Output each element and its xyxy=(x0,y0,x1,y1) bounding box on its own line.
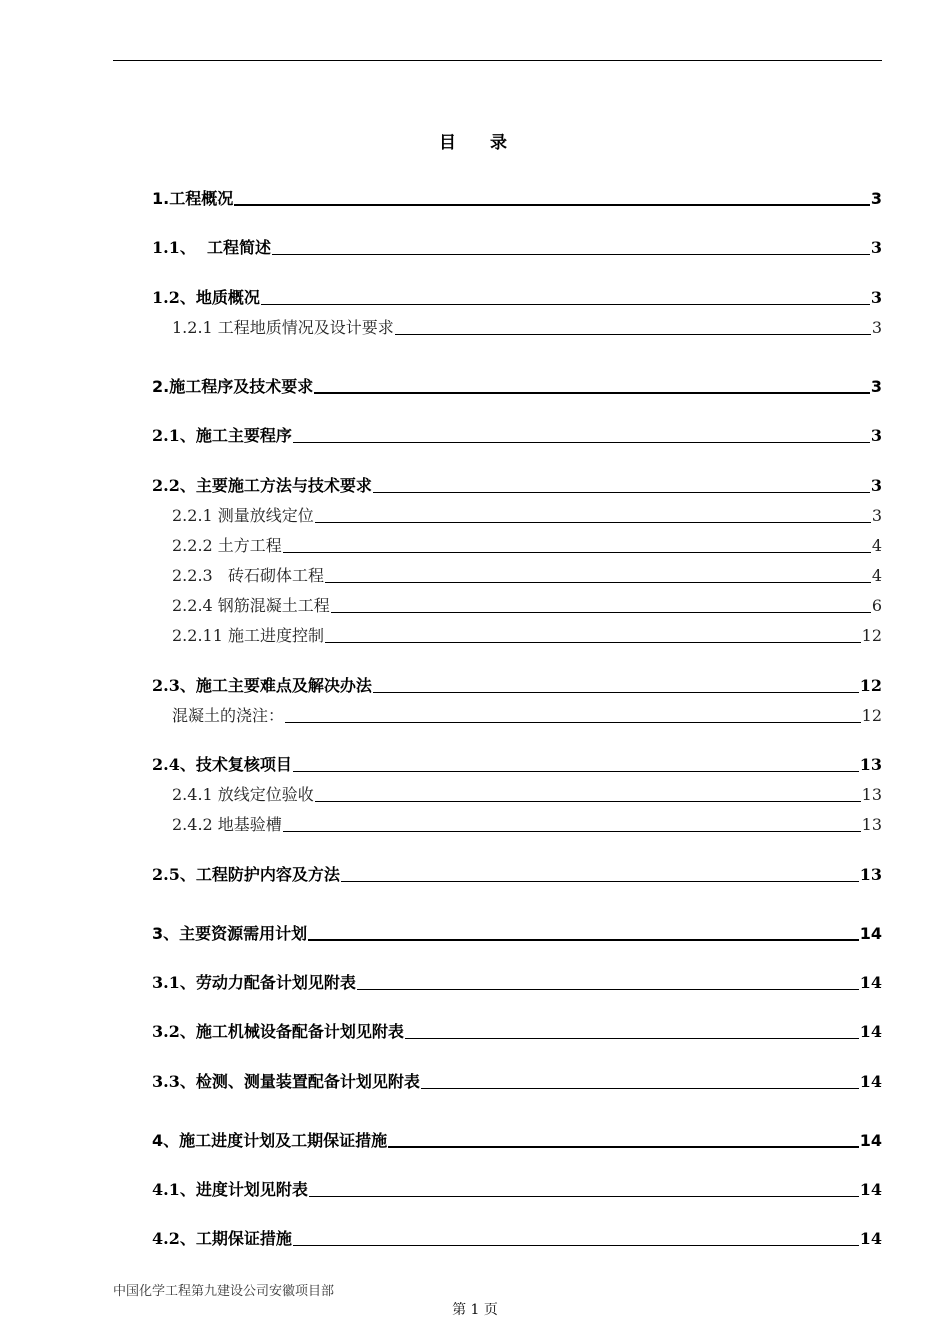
toc-entry-label: 2.4、技术复核项目 xyxy=(152,755,292,774)
toc-entry-page-number: 3 xyxy=(870,189,882,208)
toc-entry-label: 3.2、施工机械设备配备计划见附表 xyxy=(152,1022,404,1041)
toc-entry[interactable] xyxy=(172,318,882,338)
toc-entry[interactable] xyxy=(172,706,882,726)
toc-entry-page-number: 4 xyxy=(871,566,882,585)
toc-leader-line xyxy=(293,441,870,443)
toc-entry-page-number: 3 xyxy=(871,318,882,337)
toc-leader-line xyxy=(285,721,861,723)
toc-entry-label: 2.2.2 土方工程 xyxy=(172,536,282,555)
toc-entry-label: 混凝土的浇注： xyxy=(172,706,285,725)
toc-entry[interactable] xyxy=(152,1229,882,1249)
toc-entry-label: 1.1、 工程简述 xyxy=(152,238,271,257)
toc-entry-page-number: 14 xyxy=(859,973,882,992)
toc-entry-label: 2.4.1 放线定位验收 xyxy=(172,785,314,804)
toc-entry-page-number: 3 xyxy=(870,426,882,445)
toc-entry-page-number: 12 xyxy=(859,676,882,695)
toc-entry[interactable] xyxy=(152,476,882,496)
toc-entry-label: 2.2.4 钢筋混凝土工程 xyxy=(172,596,330,615)
toc-leader-line xyxy=(308,938,859,941)
toc-entry-label: 1.工程概况 xyxy=(152,189,234,208)
toc-leader-line xyxy=(373,491,870,493)
toc-entry[interactable] xyxy=(152,189,882,209)
toc-entry[interactable] xyxy=(172,506,882,526)
toc-entry-page-number: 3 xyxy=(871,506,882,525)
toc-entry-label: 2.施工程序及技术要求 xyxy=(152,377,314,396)
toc-entry[interactable] xyxy=(172,596,882,616)
toc-entry[interactable] xyxy=(172,566,882,586)
toc-entry-page-number: 14 xyxy=(859,1131,882,1150)
toc-entry-page-number: 3 xyxy=(870,377,882,396)
toc-entry[interactable] xyxy=(152,676,882,696)
toc-entry[interactable] xyxy=(152,426,882,446)
toc-entry[interactable] xyxy=(152,865,882,885)
toc-entry-label: 2.1、施工主要程序 xyxy=(152,426,292,445)
toc-entry[interactable] xyxy=(152,1022,882,1042)
toc-entry-page-number: 14 xyxy=(859,924,882,943)
toc-entry[interactable] xyxy=(152,1180,882,1200)
toc-leader-line xyxy=(315,800,861,802)
toc-entry-page-number: 6 xyxy=(871,596,882,615)
toc-leader-line xyxy=(314,391,870,394)
toc-entry[interactable] xyxy=(172,785,882,805)
footer-organization: 中国化学工程第九建设公司安徽项目部 xyxy=(113,1284,335,1299)
toc-entry-label: 3.3、检测、测量装置配备计划见附表 xyxy=(152,1072,420,1091)
toc-entry-page-number: 3 xyxy=(870,288,882,307)
toc-entry-label: 2.2.1 测量放线定位 xyxy=(172,506,314,525)
toc-entry-page-number: 14 xyxy=(859,1072,882,1091)
toc-leader-line xyxy=(388,1145,859,1148)
toc-entry-page-number: 12 xyxy=(861,706,882,725)
toc-title: 目 录 xyxy=(439,133,521,153)
toc-entry-page-number: 4 xyxy=(871,536,882,555)
toc-entry-label: 3.1、劳动力配备计划见附表 xyxy=(152,973,356,992)
toc-entry-label: 2.2、主要施工方法与技术要求 xyxy=(152,476,372,495)
toc-entry[interactable] xyxy=(152,973,882,993)
toc-leader-line xyxy=(357,988,859,990)
toc-leader-line xyxy=(283,830,861,832)
toc-leader-line xyxy=(315,521,871,523)
toc-entry[interactable] xyxy=(152,755,882,775)
toc-entry-page-number: 14 xyxy=(859,1229,882,1248)
toc-entry-page-number: 13 xyxy=(859,865,882,884)
toc-leader-line xyxy=(293,1244,859,1246)
toc-leader-line xyxy=(373,691,859,693)
toc-leader-line xyxy=(283,551,871,553)
toc-entry[interactable] xyxy=(172,626,882,646)
toc-entry-label: 2.2.11 施工进度控制 xyxy=(172,626,324,645)
toc-entry-label: 1.2、地质概况 xyxy=(152,288,260,307)
toc-entry-page-number: 12 xyxy=(861,626,882,645)
toc-entry[interactable] xyxy=(172,536,882,556)
toc-entry-label: 2.5、工程防护内容及方法 xyxy=(152,865,340,884)
toc-leader-line xyxy=(293,770,859,772)
toc-entry-label: 4.2、工期保证措施 xyxy=(152,1229,292,1248)
toc-entry-label: 2.2.3 砖石砌体工程 xyxy=(172,566,324,585)
footer-page-number: 第 1 页 xyxy=(452,1302,498,1318)
toc-leader-line xyxy=(309,1195,859,1197)
toc-entry-page-number: 13 xyxy=(861,785,882,804)
toc-entry-label: 2.3、施工主要难点及解决办法 xyxy=(152,676,372,695)
toc-entry[interactable] xyxy=(152,377,882,397)
toc-leader-line xyxy=(325,641,861,643)
toc-entry-label: 3、主要资源需用计划 xyxy=(152,924,308,943)
toc-entry[interactable] xyxy=(152,238,882,258)
toc-leader-line xyxy=(341,880,859,882)
toc-entry-label: 2.4.2 地基验槽 xyxy=(172,815,282,834)
toc-entry[interactable] xyxy=(152,1072,882,1092)
toc-entry-page-number: 3 xyxy=(870,238,882,257)
toc-leader-line xyxy=(331,611,871,613)
toc-entry[interactable] xyxy=(152,1131,882,1151)
toc-entry[interactable] xyxy=(152,924,882,944)
toc-leader-line xyxy=(234,203,870,206)
toc-leader-line xyxy=(272,253,870,255)
toc-entry[interactable] xyxy=(172,815,882,835)
toc-leader-line xyxy=(395,333,871,335)
toc-entry-label: 1.2.1 工程地质情况及设计要求 xyxy=(172,318,394,337)
toc-leader-line xyxy=(421,1087,859,1089)
toc-entry-page-number: 14 xyxy=(859,1180,882,1199)
toc-entry-page-number: 13 xyxy=(861,815,882,834)
toc-entry-label: 4.1、进度计划见附表 xyxy=(152,1180,308,1199)
toc-entry-page-number: 13 xyxy=(859,755,882,774)
toc-entry-page-number: 14 xyxy=(859,1022,882,1041)
toc-leader-line xyxy=(261,303,870,305)
toc-entry[interactable] xyxy=(152,288,882,308)
toc-leader-line xyxy=(405,1037,859,1039)
toc-entry-label: 4、施工进度计划及工期保证措施 xyxy=(152,1131,388,1150)
toc-leader-line xyxy=(325,581,871,583)
toc-entry-page-number: 3 xyxy=(870,476,882,495)
